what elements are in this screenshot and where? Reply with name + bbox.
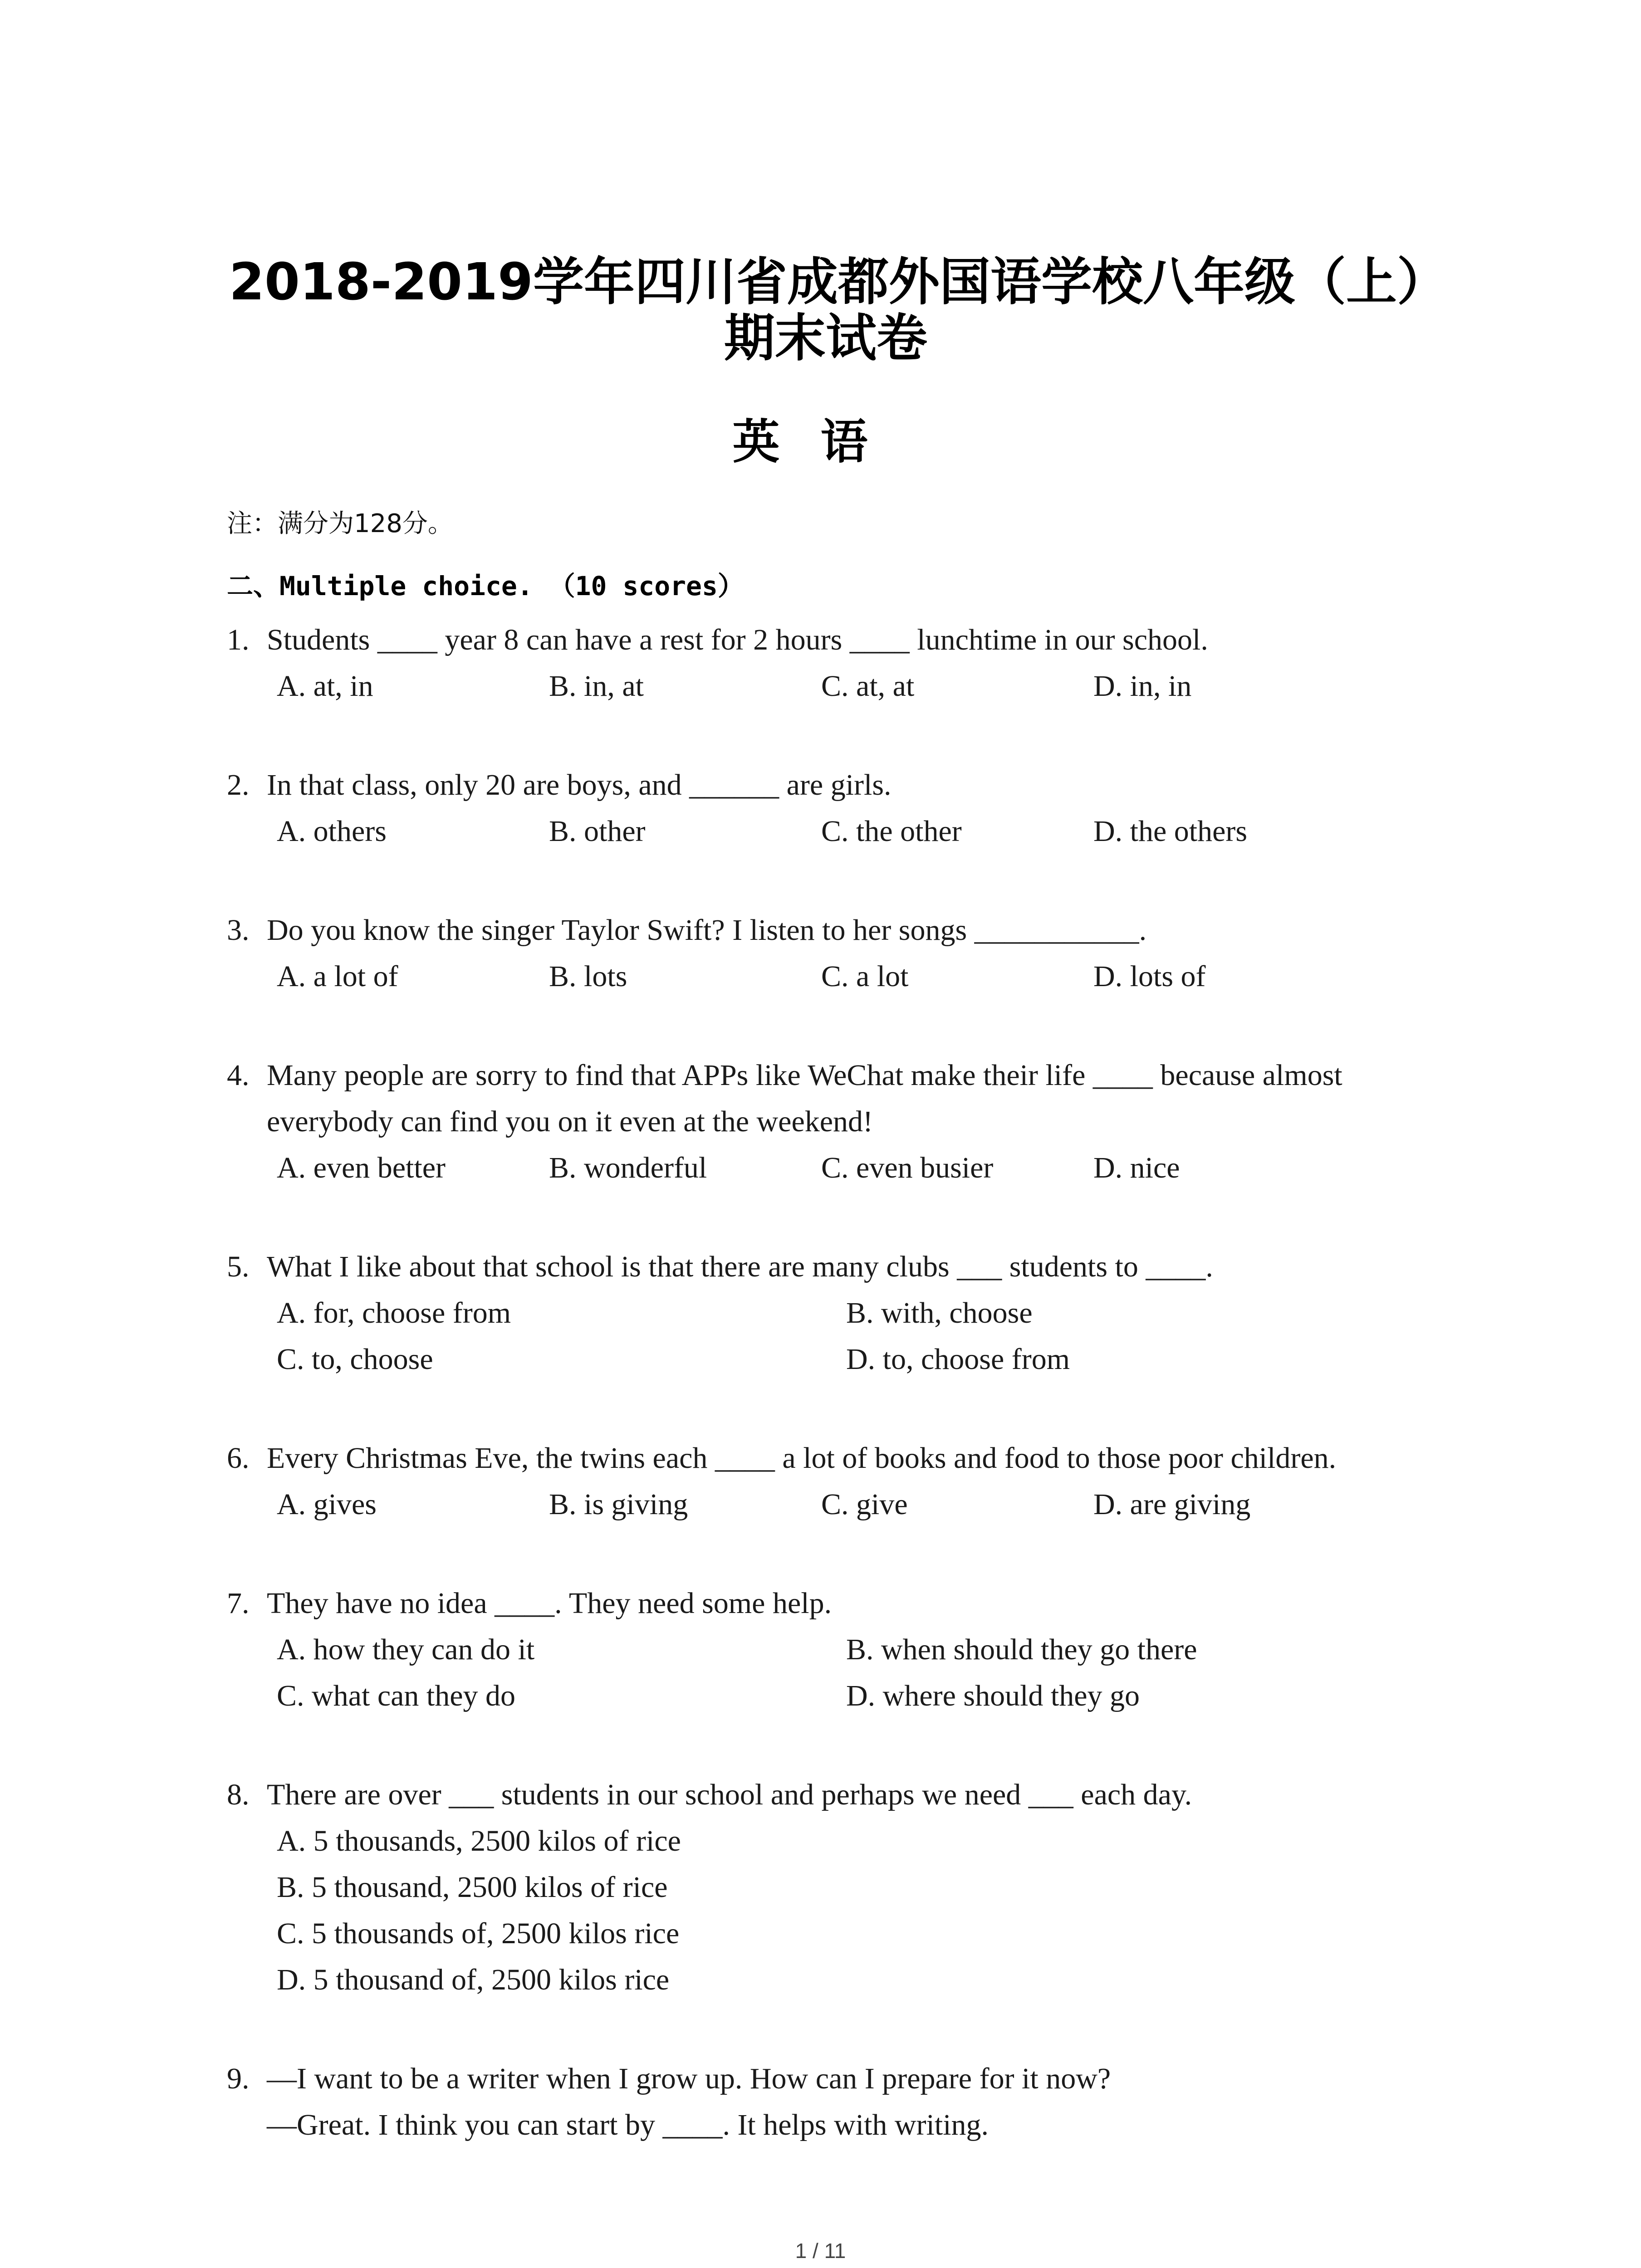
question-number: 8. [227,1778,250,1811]
section-heading: 二、Multiple choice. （10 scores） [227,571,744,601]
option-group [227,1290,1425,1383]
question-5 [227,1244,1425,1383]
option-a: A. at, in [277,670,373,703]
option-c: C. at, at [821,670,915,703]
option-c: C. even busier [821,1151,994,1184]
option-b: B. wonderful [549,1151,707,1184]
option-group [227,1481,1425,1528]
question-number: 6. [227,1442,250,1475]
question-stem: Students ____ year 8 can have a rest for 2 hours ____ lunchtime in our school. [267,623,1208,656]
option-a: A. gives [277,1488,377,1521]
option-b: B. in, at [549,670,644,703]
option-a: A. how they can do it [277,1633,535,1666]
option-a: A. 5 thousands, 2500 kilos of rice [277,1824,681,1857]
option-b: B. with, choose [846,1296,1033,1330]
question-stem: They have no idea ____. They need some help. [267,1587,832,1620]
option-c: C. the other [821,815,962,848]
option-d: D. in, in [1093,670,1192,703]
question-9 [227,2056,1425,2148]
option-d: D. 5 thousand of, 2500 kilos rice [277,1963,670,1996]
question-6 [227,1435,1425,1528]
question-stem: There are over ___ students in our school and perhaps we need ___ each day. [267,1778,1192,1811]
option-c: C. what can they do [277,1679,516,1712]
option-b: B. 5 thousand, 2500 kilos of rice [277,1871,668,1904]
question-stem: In that class, only 20 are boys, and ______ are girls. [267,768,892,802]
question-7 [227,1580,1425,1719]
question-number: 3. [227,914,250,947]
option-c: C. 5 thousands of, 2500 kilos rice [277,1917,680,1950]
option-d: D. are giving [1093,1488,1251,1521]
question-stem: Many people are sorry to find that APPs like WeChat make their life ____ because almost everybody can find you on it even at the weekend! [267,1059,1350,1138]
question-stem: —I want to be a writer when I grow up. How can I prepare for it now? [267,2062,1111,2095]
score-note: 注：满分为128分。 [227,509,453,538]
option-c: C. to, choose [277,1343,433,1376]
subject-title: 英语 [732,414,909,469]
option-group [227,953,1425,1000]
question-number: 4. [227,1059,250,1092]
question-number: 1. [227,623,250,656]
option-group [227,1145,1425,1191]
option-group [227,808,1425,855]
option-b: B. other [549,815,646,848]
question-list [227,617,1425,2201]
question-stem: Every Christmas Eve, the twins each ____ a lot of books and food to those poor children. [267,1442,1337,1475]
dialog-response: —Great. I think you can start by ____. It helps with writing. [267,2108,989,2141]
option-d: D. nice [1093,1151,1180,1184]
question-number: 2. [227,768,250,802]
question-4 [227,1052,1425,1191]
option-c: C. give [821,1488,908,1521]
question-number: 9. [227,2062,250,2095]
option-b: B. is giving [549,1488,688,1521]
option-a: A. others [277,815,387,848]
question-number: 7. [227,1587,250,1620]
question-number: 5. [227,1250,250,1283]
option-d: D. where should they go [846,1679,1140,1712]
option-d: D. lots of [1093,960,1206,993]
option-group [227,1627,1425,1719]
question-1 [227,617,1425,709]
question-2 [227,762,1425,855]
question-3 [227,907,1425,1000]
option-group [227,663,1425,709]
question-8 [227,1772,1425,2003]
page-number: 1 / 11 [795,2239,846,2263]
option-b: B. when should they go there [846,1633,1197,1666]
option-a: A. even better [277,1151,446,1184]
option-d: D. the others [1093,815,1248,848]
option-group [227,1818,1425,2003]
option-d: D. to, choose from [846,1343,1070,1376]
option-b: B. lots [549,960,627,993]
question-stem: Do you know the singer Taylor Swift? I listen to her songs ___________. [267,914,1147,947]
question-stem: What I like about that school is that there are many clubs ___ students to ____. [267,1250,1213,1283]
option-a: A. for, choose from [277,1296,511,1330]
option-a: A. a lot of [277,960,398,993]
option-c: C. a lot [821,960,909,993]
exam-title: 2018-2019学年四川省成都外国语学校八年级（上）期末试卷 [229,253,1422,368]
